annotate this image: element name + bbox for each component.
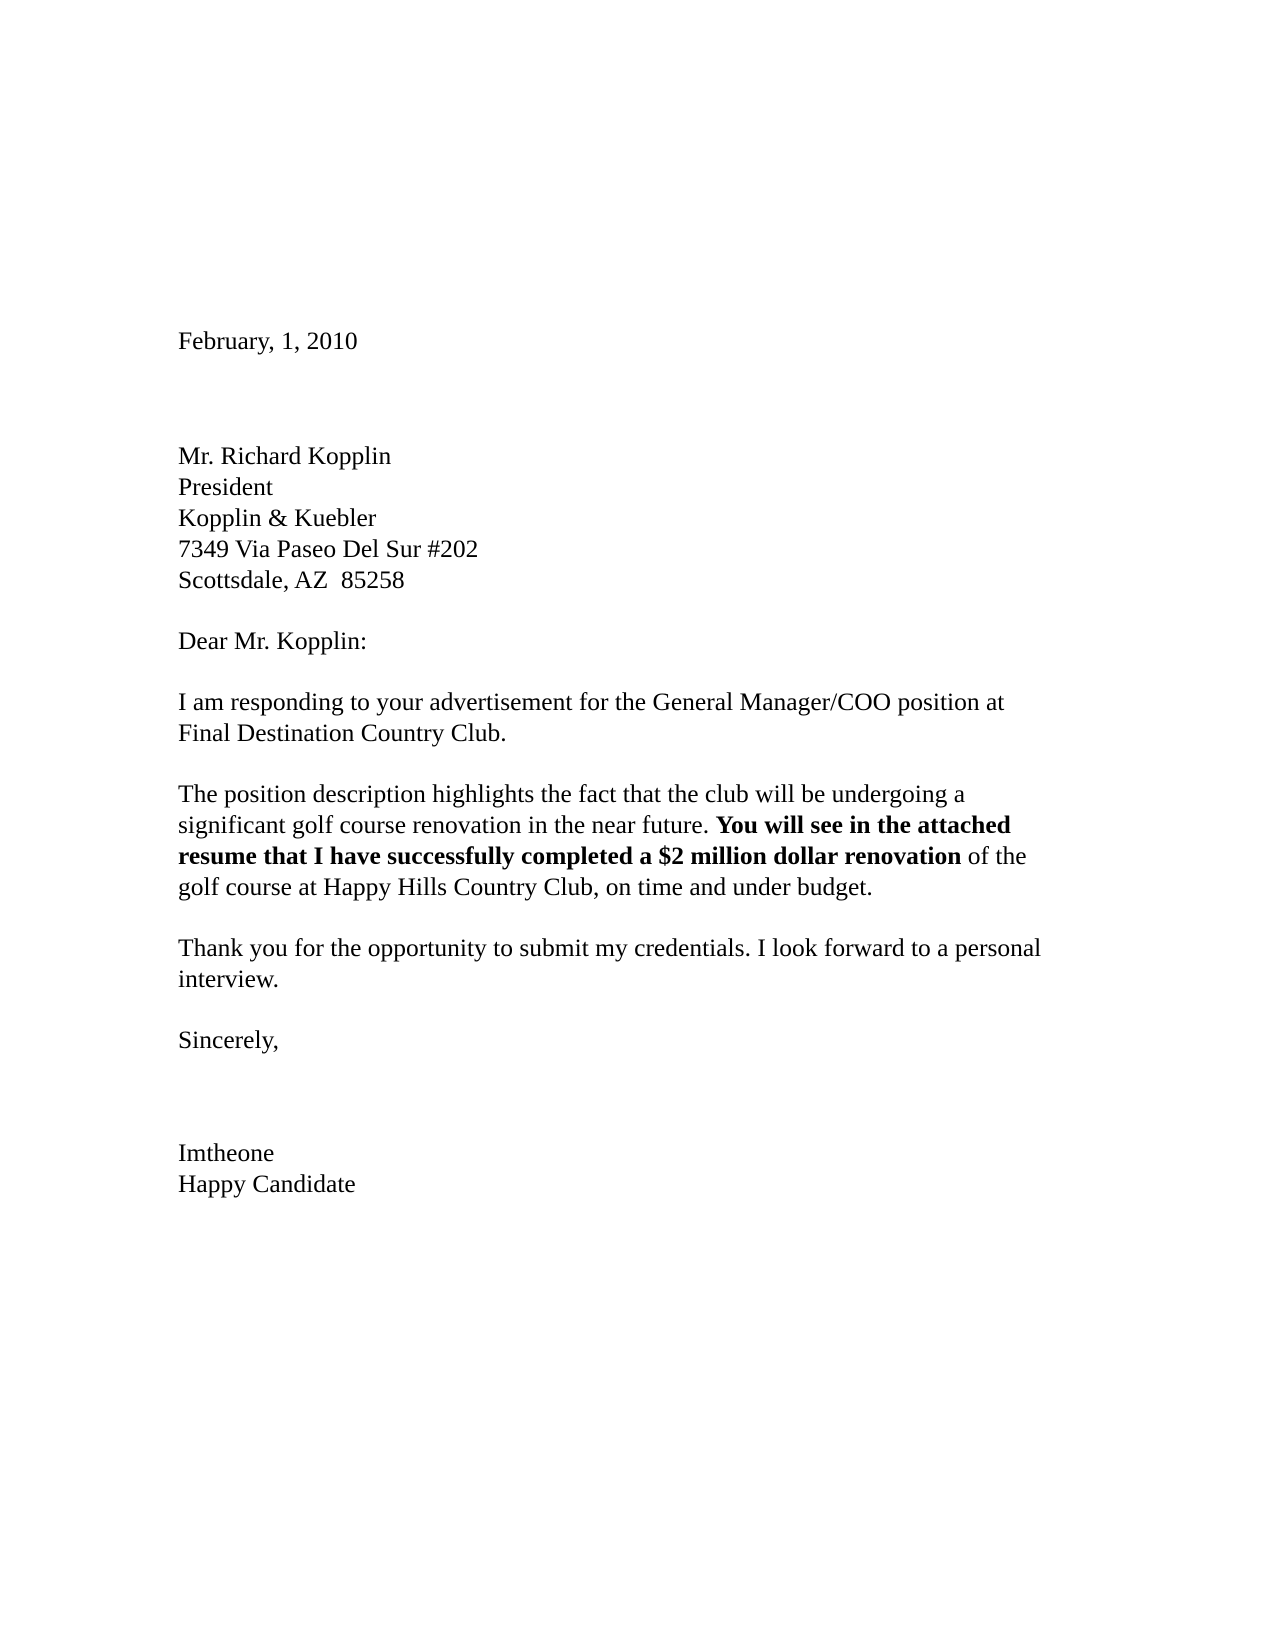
- paragraph-2: [178, 778, 1048, 902]
- paragraph-3: Thank you for the opportunity to submit my credentials. I look forward to a personal interview.: [178, 933, 1042, 993]
- recipient-city-state-zip: Scottsdale, AZ 85258: [178, 565, 405, 594]
- spacer: [178, 994, 1048, 1024]
- signer-subtitle: Happy Candidate: [178, 1169, 356, 1198]
- letter-content: [178, 325, 1048, 1199]
- spacer: [178, 356, 1048, 440]
- paragraph-1: I am responding to your advertisement for the General Manager/COO position at Final Destination Country Club.: [178, 687, 1005, 747]
- paragraph-2-segment-1: The position description highlights the fact that the club will be undergoing a significant golf course renovation in the near future.: [178, 779, 966, 839]
- closing: Sincerely,: [178, 1025, 280, 1054]
- recipient-street: 7349 Via Paseo Del Sur #202: [178, 534, 479, 563]
- spacer: [178, 595, 1048, 625]
- spacer: [178, 748, 1048, 778]
- paragraph-2-highlight: You will see in the attached resume that I have successfully completed a $2 million dollar renovation: [178, 810, 1011, 870]
- recipient-company: Kopplin & Kuebler: [178, 503, 377, 532]
- letter-date: February, 1, 2010: [178, 326, 358, 355]
- signature-block: [178, 1137, 1048, 1199]
- signature-space: [178, 1055, 1048, 1137]
- salutation: Dear Mr. Kopplin:: [178, 626, 368, 655]
- spacer: [178, 902, 1048, 932]
- recipient-address-block: [178, 440, 1048, 595]
- recipient-name: Mr. Richard Kopplin: [178, 441, 392, 470]
- spacer: [178, 656, 1048, 686]
- paragraph-2-segment-3: of the golf course at Happy Hills Country Club, on time and under budget.: [178, 841, 1027, 901]
- signer-name: Imtheone: [178, 1138, 275, 1167]
- recipient-title: President: [178, 472, 273, 501]
